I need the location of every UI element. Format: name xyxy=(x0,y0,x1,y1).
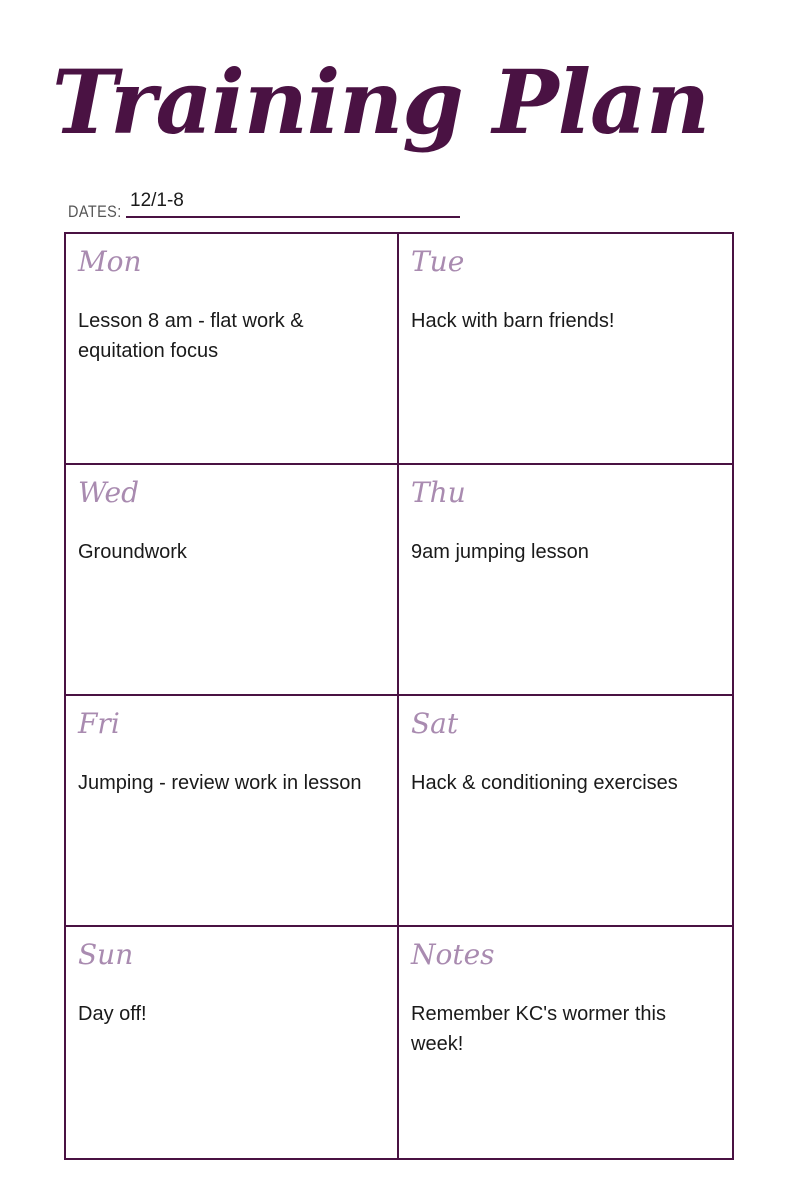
day-label-sat: Sat xyxy=(411,707,459,740)
day-entry-fri[interactable]: Jumping - review work in lesson xyxy=(78,772,362,794)
day-cell-wed[interactable] xyxy=(66,465,399,696)
day-cell-thu[interactable] xyxy=(399,465,732,696)
page-title: Training Plan xyxy=(52,50,710,154)
day-label-fri: Fri xyxy=(78,707,120,740)
week-grid xyxy=(64,232,734,1160)
dates-label: DATES: xyxy=(68,202,122,221)
day-label-sun: Sun xyxy=(78,938,134,971)
day-label-mon: Mon xyxy=(78,245,142,278)
day-cell-mon[interactable] xyxy=(66,234,399,465)
day-entry-mon[interactable]: Lesson 8 am - flat work & equitation focus xyxy=(78,310,304,362)
day-entry-sat[interactable]: Hack & conditioning exercises xyxy=(411,772,678,794)
notes-cell[interactable] xyxy=(399,927,732,1158)
notes-label: Notes xyxy=(411,938,495,971)
day-cell-tue[interactable] xyxy=(399,234,732,465)
notes-entry[interactable]: Remember KC's wormer this week! xyxy=(411,1003,666,1055)
day-label-tue: Tue xyxy=(411,245,465,278)
day-entry-thu[interactable]: 9am jumping lesson xyxy=(411,541,589,563)
day-cell-fri[interactable] xyxy=(66,696,399,927)
dates-underline xyxy=(126,216,460,218)
dates-value[interactable]: 12/1-8 xyxy=(130,190,184,211)
day-entry-tue[interactable]: Hack with barn friends! xyxy=(411,310,615,332)
day-entry-sun[interactable]: Day off! xyxy=(78,1003,147,1025)
day-label-wed: Wed xyxy=(78,476,139,509)
day-cell-sat[interactable] xyxy=(399,696,732,927)
day-entry-wed[interactable]: Groundwork xyxy=(78,541,187,563)
day-label-thu: Thu xyxy=(411,476,466,509)
day-cell-sun[interactable] xyxy=(66,927,399,1158)
